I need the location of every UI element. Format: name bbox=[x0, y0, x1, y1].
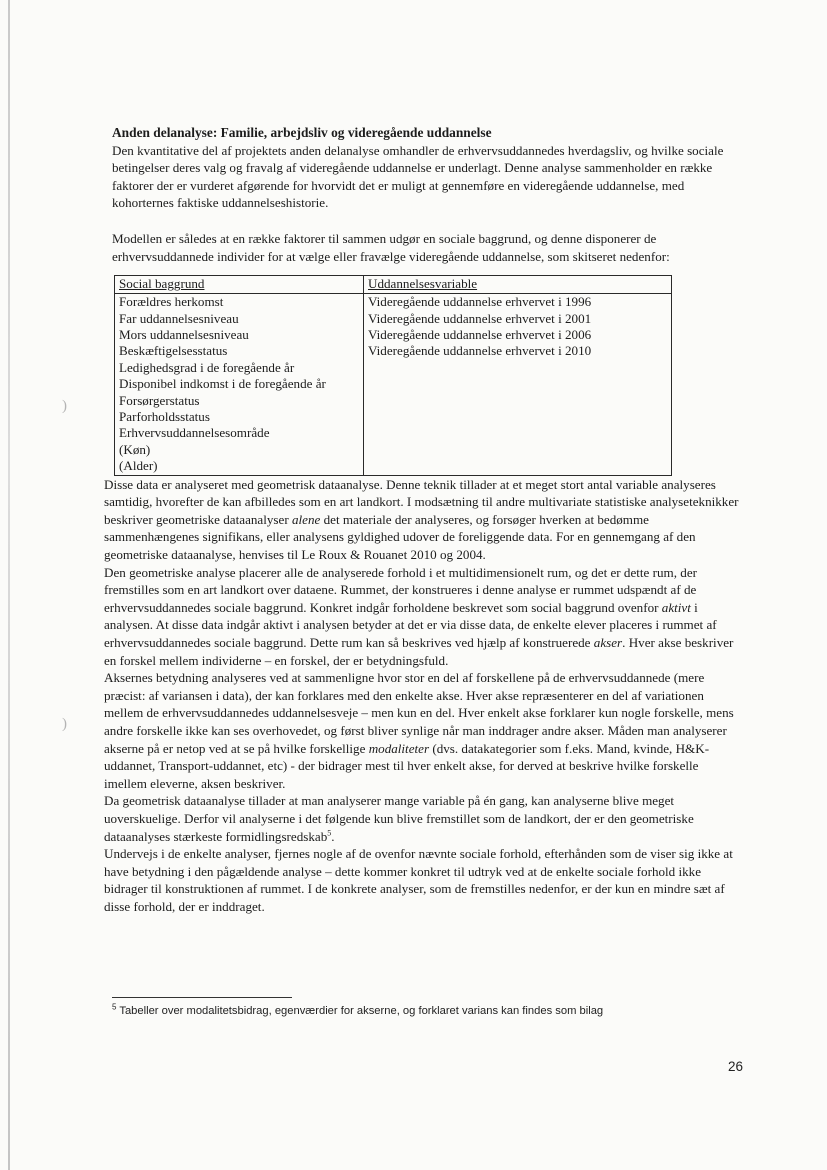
list-item: (Alder) bbox=[119, 458, 158, 474]
document-page bbox=[104, 124, 744, 915]
list-item: Far uddannelsesniveau bbox=[119, 310, 239, 326]
table-header-social: Social baggrund bbox=[115, 276, 364, 294]
page-number: 26 bbox=[728, 1059, 744, 1074]
list-item: Ledighedsgrad i de foregående år bbox=[119, 359, 295, 375]
list-item: Forsørgerstatus bbox=[119, 392, 200, 408]
paragraph-space: Den geometriske analyse placerer alle de analyserede forhold i et multidimensionelt rum, og det er dette rum, der fremstilles som en art landkort over dataene. Rummet, der konstrueres i denne analyse er rummet udspændt af de erhvervsuddannedes sociale baggrund. Konkret indgår forholdene beskrevet som social baggrund ovenfor aktivt i analysen. At disse data indgår aktivt i analysen betyder at det er via disse data, de enkelte elever placeres i rummet af erhvervsuddannedes sociale baggrund. Dette rum kan så beskrives ved hjælp af konstruerede akser. Hver akse beskriver en forskel mellem individerne – en forskel, der er betydningsfuld. bbox=[104, 564, 734, 668]
paragraph-reduction: Undervejs i de enkelte analyser, fjernes nogle af de ovenfor nævnte sociale forhold, efterhånden som de viser sig ikke at have betydning i den pågældende analyse – dette kommer konkret til udtryk ved at de enkelte sociale forhold ikke bidrager til konstruktionen af rummet. I de konkrete analyser, som de fremstilles nedenfor, er der kun en mindre sæt af disse forhold, der er inddraget. bbox=[104, 846, 733, 914]
paragraph-maps: Da geometrisk dataanalyse tillader at man analyserer mange variable på én gang, kan analyserne blive meget uoverskuelige. Derfor vil analyserne i det følgende kun blive fremstillet som de landkort, der er den geometriske dataanalyses stærkeste formidlingsredskab$^5$. bbox=[104, 793, 694, 844]
body-text bbox=[104, 476, 744, 916]
list-item: Videregående uddannelse erhvervet i 2010 bbox=[368, 343, 592, 359]
margin-mark: ) bbox=[62, 398, 67, 414]
list-item: Disponibel indkomst i de foregående år bbox=[119, 376, 326, 392]
list-item: Parforholdsstatus bbox=[119, 409, 210, 424]
section-heading: Anden delanalyse: Familie, arbejdsliv og videregående uddannelse bbox=[112, 125, 492, 140]
scan-edge bbox=[8, 0, 10, 1170]
paragraph-axes: Aksernes betydning analyseres ved at sammenligne hvor stor en del af forskellene på de erhvervsuddannede (mere præcist: af variansen i data), der kan forklares med den enkelte akse. Hver akse repræsenterer en del af variationen mellem de erhvervsuddannedes uddannelsesveje – men kun en del. Hver enkelt akse forklarer kun nogle forskelle, mens andre forskelle ikke kan ses overhovedet, og først bliver synlige når man inddrager andre akser. Måden man analyserer akserne på er netop ved at se på hvilke forskellige modaliteter (dvs. datakategorier som f.eks. Mand, kvinde, H&K-uddannet, Transport-uddannet, etc) - der bidrager mest til hver enkelt akse, for derved at beskrive hvilke forskelle imellem eleverne, aksen beskriver. bbox=[104, 670, 734, 791]
margin-mark: ) bbox=[62, 716, 67, 732]
footnote: $^5$ Tabeller over modalitetsbidrag, egenværdier for akserne, og forklaret varians kan findes som bilag bbox=[112, 1002, 604, 1017]
list-item: Forældres herkomst bbox=[119, 294, 224, 310]
variables-table bbox=[114, 275, 672, 475]
list-item: (Køn) bbox=[119, 441, 151, 457]
list-item: Erhvervsuddannelsesområde bbox=[119, 425, 270, 441]
list-item: Mors uddannelsesniveau bbox=[119, 326, 249, 342]
model-paragraph: Modellen er således at en række faktorer til sammen udgør en sociale baggrund, og denne disponerer de erhvervsuddannede individer for at vælge eller fravælge videregående uddannelse, som skitseret nedenfor: bbox=[112, 230, 670, 264]
list-item: Videregående uddannelse erhvervet i 1996 bbox=[368, 294, 592, 310]
list-item: Videregående uddannelse erhvervet i 2006 bbox=[368, 326, 592, 342]
table-header-education: Uddannelsesvariable bbox=[364, 276, 672, 294]
intro-paragraph: Den kvantitative del af projektets anden delanalyse omhandler de erhvervsuddannedes hverdagsliv, og hvilke sociale betingelser deres valg og fravalg af videregående uddannelse er underlagt. Denne analyse sammenholder en række faktorer der er vurderet afgørende for hvorvidt det er muligt at gennemføre en videregående uddannelse, med kohorternes faktiske uddannelseshistorie. bbox=[112, 142, 724, 211]
education-list bbox=[364, 294, 672, 475]
list-item: Beskæftigelsesstatus bbox=[119, 343, 228, 359]
list-item: Videregående uddannelse erhvervet i 2001 bbox=[368, 310, 592, 326]
paragraph-method: Disse data er analyseret med geometrisk dataanalyse. Denne teknik tillader at et meget stort antal variable analyseres samtidig, hvorefter de kan afbilledes som en art landkort. I modsætning til andre multivariate statistiske analyseteknikker beskriver geometriske dataanalyser alene det materiale der analyseres, og forsøger hverken at bedømme sammenhængenes signifikans, eller analysens gyldighed udover de foreliggende data. For en gennemgang af den geometriske dataanalyse, henvises til Le Roux & Rouanet 2010 og 2004. bbox=[104, 476, 739, 562]
footnote-divider bbox=[112, 997, 292, 998]
social-list bbox=[115, 294, 364, 475]
